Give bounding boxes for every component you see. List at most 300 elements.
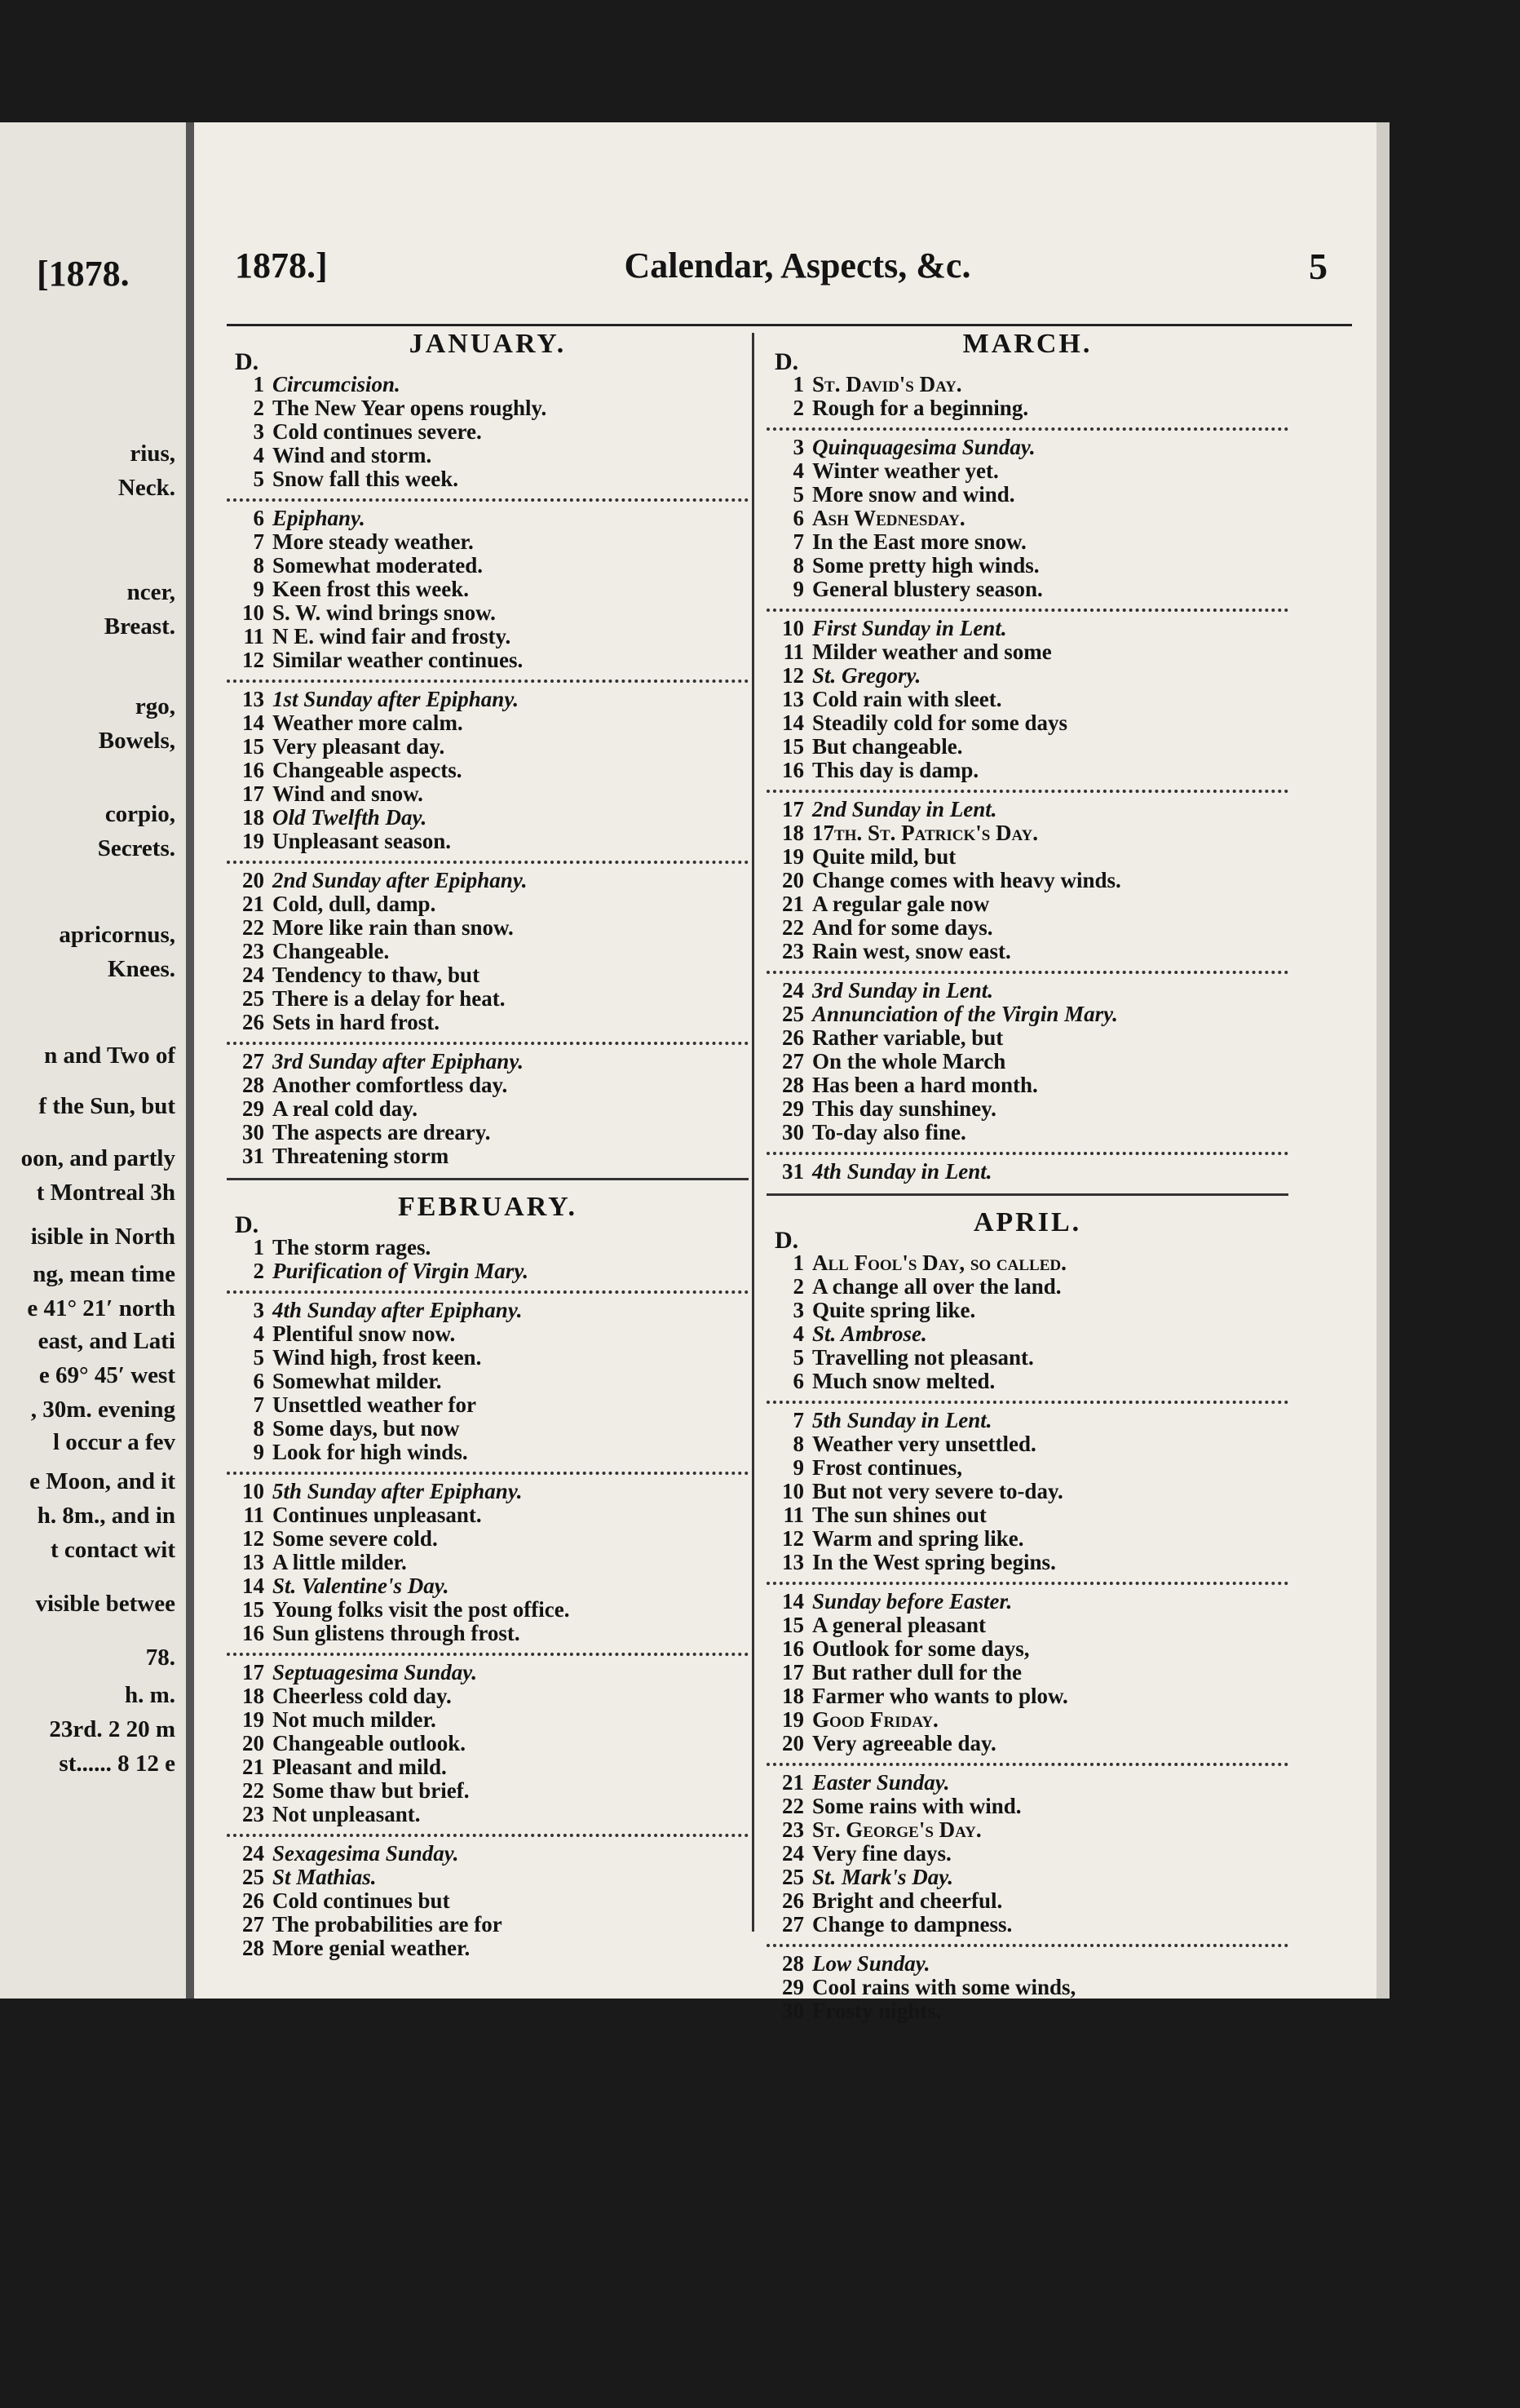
facing-page-line: Secrets. [97, 835, 175, 861]
facing-page-line: rius, [130, 440, 175, 467]
calendar-entry [227, 578, 749, 601]
day-number: 18 [242, 1684, 264, 1708]
calendar-entry [767, 1370, 1288, 1393]
day-number: 12 [782, 663, 804, 688]
day-number: 26 [242, 1888, 264, 1913]
day-number: 29 [242, 1096, 264, 1121]
entry-text: Snow fall this week. [272, 467, 459, 491]
day-number: 21 [242, 1755, 264, 1779]
day-number: 23 [782, 939, 804, 963]
entry-text: In the West spring begins. [812, 1550, 1056, 1574]
entry-text: Cold rain with sleet. [812, 687, 1002, 711]
entry-text: Unpleasant season. [272, 829, 452, 853]
day-number: 6 [253, 1369, 264, 1393]
entry-text: 1st Sunday after Epiphany. [272, 687, 519, 711]
calendar-entry [227, 892, 749, 916]
calendar-entry [227, 940, 749, 963]
calendar-entry [767, 845, 1288, 869]
calendar-entry [227, 1732, 749, 1755]
day-number: 11 [783, 640, 804, 664]
calendar-entry [767, 1322, 1288, 1346]
facing-page [0, 122, 186, 1999]
entry-text: Somewhat milder. [272, 1369, 442, 1393]
day-number: 3 [253, 419, 264, 444]
calendar-entry [767, 1637, 1288, 1661]
facing-page-line: oon, and partly [20, 1145, 175, 1171]
entry-text: Very fine days. [812, 1841, 952, 1866]
facing-page-line: h. m. [124, 1682, 175, 1708]
day-number: 1 [253, 1235, 264, 1259]
calendar-entry [767, 1913, 1288, 1937]
calendar-entry [227, 1144, 749, 1168]
day-number: 25 [782, 1865, 804, 1889]
entry-text: Sets in hard frost. [272, 1010, 440, 1034]
calendar-entry [767, 1795, 1288, 1818]
day-number: 12 [242, 648, 264, 672]
facing-page-line: 78. [145, 1644, 175, 1671]
calendar-entry [767, 1097, 1288, 1121]
entry-text: There is a delay for heat. [272, 986, 506, 1011]
day-number: 18 [782, 1684, 804, 1708]
entry-text: Rather variable, but [812, 1025, 1004, 1050]
entry-text: Quite spring like. [812, 1298, 976, 1322]
calendar-entry [227, 444, 749, 467]
entry-text: Continues unpleasant. [272, 1503, 482, 1527]
facing-page-line: Neck. [117, 475, 175, 501]
month-rule [767, 1193, 1288, 1196]
day-number: 21 [242, 892, 264, 916]
entry-text: Changeable aspects. [272, 758, 462, 782]
entry-text: 2nd Sunday in Lent. [812, 797, 997, 821]
day-number: 24 [782, 1841, 804, 1866]
entry-text: Young folks visit the post office. [272, 1597, 570, 1622]
day-number: 14 [782, 710, 804, 735]
calendar-entry [227, 987, 749, 1011]
facing-page-line: t contact wit [50, 1537, 175, 1563]
entry-text: Sun glistens through frost. [272, 1621, 520, 1645]
day-number: 13 [782, 1550, 804, 1574]
day-number: 21 [782, 1770, 804, 1795]
day-number: 20 [782, 1731, 804, 1755]
entry-text: Cheerless cold day. [272, 1684, 452, 1708]
calendar-entry [767, 869, 1288, 892]
facing-page-line: Bowels, [98, 728, 175, 754]
calendar-entry [227, 830, 749, 853]
page-title: Calendar, Aspects, &c. [624, 246, 971, 286]
calendar-entry [227, 806, 749, 830]
week-separator [767, 790, 1288, 793]
entry-text: Changeable. [272, 939, 390, 963]
header-rule [227, 324, 1352, 326]
day-number: 17 [242, 781, 264, 806]
calendar-entry [227, 1574, 749, 1598]
calendar-entry [767, 1613, 1288, 1637]
entry-text: Annunciation of the Virgin Mary. [812, 1002, 1118, 1026]
day-number: 4 [793, 458, 804, 483]
facing-page-line: h. 8m., and in [37, 1503, 175, 1529]
entry-text: Tendency to thaw, but [272, 963, 480, 987]
calendar-entry [767, 1346, 1288, 1370]
calendar-entry [767, 483, 1288, 507]
facing-page-line: Breast. [104, 613, 175, 640]
day-number: 11 [243, 1503, 264, 1527]
entry-text: Very pleasant day. [272, 734, 445, 759]
week-separator [227, 1472, 749, 1475]
day-number: 19 [242, 829, 264, 853]
calendar-entry [227, 1050, 749, 1073]
facing-page-line: e Moon, and it [29, 1468, 175, 1494]
day-number: 23 [242, 939, 264, 963]
day-number: 18 [782, 821, 804, 845]
calendar-entry [227, 1073, 749, 1097]
calendar-entry [767, 1999, 1288, 2023]
calendar-entry [767, 892, 1288, 916]
entry-text: Somewhat moderated. [272, 553, 483, 578]
calendar-entry [767, 459, 1288, 483]
calendar-entry [767, 1866, 1288, 1889]
entry-text: A real cold day. [272, 1096, 418, 1121]
week-separator [227, 1834, 749, 1837]
entry-text: Easter Sunday. [812, 1770, 950, 1795]
day-number: 17 [242, 1660, 264, 1684]
calendar-entry [227, 1708, 749, 1732]
facing-page-line: l occur a fev [52, 1429, 175, 1455]
calendar-entry [767, 1708, 1288, 1732]
month-title: FEBRUARY. [397, 1192, 578, 1222]
day-number: 19 [782, 1707, 804, 1732]
entry-text: First Sunday in Lent. [812, 616, 1007, 640]
day-number: 7 [793, 1408, 804, 1432]
day-number: 3 [793, 435, 804, 459]
facing-page-line: rgo, [135, 693, 175, 719]
calendar-entry [227, 963, 749, 987]
facing-page-line: ng, mean time [33, 1261, 175, 1287]
calendar-entry [227, 1346, 749, 1370]
entry-text: 5th Sunday in Lent. [812, 1408, 992, 1432]
entry-text: And for some days. [812, 915, 993, 940]
entry-text: Weather very unsettled. [812, 1432, 1036, 1456]
facing-page-line: apricornus, [59, 922, 175, 948]
entry-text: 4th Sunday in Lent. [812, 1159, 992, 1184]
entry-text: Cold, dull, damp. [272, 892, 436, 916]
calendar-entry [227, 1622, 749, 1645]
day-number: 16 [242, 758, 264, 782]
entry-text: Cool rains with some winds, [812, 1975, 1076, 1999]
entry-text: 2nd Sunday after Epiphany. [272, 868, 528, 892]
entry-text: St. Valentine's Day. [272, 1574, 449, 1598]
day-column-label: D. [775, 348, 799, 375]
running-header [235, 245, 1360, 294]
day-number: 9 [253, 577, 264, 601]
day-number: 21 [782, 892, 804, 916]
day-number: 2 [793, 396, 804, 420]
facing-page-line: 23rd. 2 20 m [49, 1716, 175, 1742]
calendar-entry [227, 396, 749, 420]
day-number: 27 [242, 1049, 264, 1073]
calendar-entry [227, 530, 749, 554]
day-number: 2 [793, 1274, 804, 1299]
day-number: 8 [253, 1416, 264, 1441]
calendar-entry [227, 648, 749, 672]
day-number: 15 [242, 734, 264, 759]
calendar-entry [227, 1661, 749, 1684]
day-number: 10 [782, 616, 804, 640]
entry-text: Good Friday. [812, 1707, 939, 1732]
day-number: 27 [782, 1049, 804, 1073]
calendar-entry [227, 1322, 749, 1346]
calendar-entry [767, 1050, 1288, 1073]
entry-text: But rather dull for the [812, 1660, 1023, 1684]
week-separator [227, 1653, 749, 1656]
entry-text: Purification of Virgin Mary. [272, 1259, 529, 1283]
day-number: 17 [782, 1660, 804, 1684]
left-column [227, 330, 749, 1960]
calendar-entry [227, 1551, 749, 1574]
calendar-entry [227, 1417, 749, 1441]
week-separator [227, 861, 749, 864]
calendar-entry [767, 1771, 1288, 1795]
day-number: 23 [782, 1817, 804, 1842]
entry-text: But not very severe to-day. [812, 1479, 1063, 1503]
month-title: JANUARY. [409, 329, 567, 359]
entry-text: More like rain than snow. [272, 915, 514, 940]
calendar-entry [227, 1889, 749, 1913]
calendar-entry [227, 420, 749, 444]
day-number: 24 [242, 963, 264, 987]
entry-text: This day is damp. [812, 758, 979, 782]
calendar-entry [227, 782, 749, 806]
week-separator [227, 679, 749, 683]
day-number: 16 [242, 1621, 264, 1645]
day-number: 11 [783, 1503, 804, 1527]
week-separator [767, 971, 1288, 974]
day-number: 31 [782, 1159, 804, 1184]
entry-text: The storm rages. [272, 1235, 431, 1259]
calendar-entry [227, 869, 749, 892]
week-separator [767, 1944, 1288, 1947]
week-separator [767, 609, 1288, 612]
day-number: 7 [793, 529, 804, 554]
book-gutter [186, 122, 194, 1999]
day-number: 9 [253, 1440, 264, 1464]
day-number: 29 [782, 1975, 804, 1999]
day-number: 22 [242, 915, 264, 940]
week-separator [227, 1290, 749, 1294]
calendar-entry [227, 467, 749, 491]
day-number: 22 [782, 915, 804, 940]
day-number: 5 [253, 467, 264, 491]
facing-page-line: visible betwee [35, 1591, 175, 1617]
day-number: 29 [782, 1096, 804, 1121]
facing-page-line: e 41° 21′ north [27, 1295, 175, 1321]
entry-text: Ash Wednesday. [812, 506, 965, 530]
calendar-entry [227, 373, 749, 396]
entry-text: Very agreeable day. [812, 1731, 996, 1755]
facing-page-line: t Montreal 3h [36, 1180, 175, 1206]
calendar-entry [767, 1160, 1288, 1184]
day-number: 20 [242, 1731, 264, 1755]
entry-text: On the whole March [812, 1049, 1006, 1073]
day-number: 30 [242, 1120, 264, 1144]
month-block [767, 1209, 1288, 2023]
calendar-entry [227, 625, 749, 648]
day-number: 15 [782, 1613, 804, 1637]
calendar-entry [767, 1976, 1288, 1999]
calendar-entry [227, 1913, 749, 1937]
day-number: 2 [253, 1259, 264, 1283]
entry-text: The New Year opens roughly. [272, 396, 547, 420]
day-number: 25 [242, 1865, 264, 1889]
entry-text: A little milder. [272, 1550, 407, 1574]
day-number: 5 [253, 1345, 264, 1370]
entry-text: Plentiful snow now. [272, 1321, 456, 1346]
entry-text: Unsettled weather for [272, 1392, 476, 1417]
calendar-entry [227, 711, 749, 735]
entry-text: Sexagesima Sunday. [272, 1841, 459, 1866]
entry-text: St. David's Day. [812, 372, 962, 396]
entry-text: St. George's Day. [812, 1817, 982, 1842]
entry-text: Sunday before Easter. [812, 1589, 1013, 1613]
entry-text: 5th Sunday after Epiphany. [272, 1479, 523, 1503]
day-number: 26 [782, 1888, 804, 1913]
entry-text: More genial weather. [272, 1936, 471, 1960]
day-number: 12 [782, 1526, 804, 1551]
calendar-entry [767, 735, 1288, 759]
entry-text: Another comfortless day. [272, 1073, 508, 1097]
entry-text: Similar weather continues. [272, 648, 524, 672]
calendar-entry [767, 530, 1288, 554]
entry-text: Septuagesima Sunday. [272, 1660, 478, 1684]
entry-text: To-day also fine. [812, 1120, 966, 1144]
entry-text: Cold continues but [272, 1888, 450, 1913]
day-number: 17 [782, 797, 804, 821]
entry-text: Some severe cold. [272, 1526, 438, 1551]
calendar-entry [767, 1503, 1288, 1527]
entry-text: Wind and snow. [272, 781, 423, 806]
calendar-entry [767, 1073, 1288, 1097]
calendar-entry [767, 373, 1288, 396]
calendar-entry [767, 1684, 1288, 1708]
day-number: 15 [242, 1597, 264, 1622]
calendar-entry [227, 916, 749, 940]
facing-page-line: , 30m. evening [30, 1397, 175, 1423]
day-number: 28 [782, 1951, 804, 1976]
entry-text: Pleasant and mild. [272, 1755, 447, 1779]
entry-text: Travelling not pleasant. [812, 1345, 1034, 1370]
day-number: 10 [242, 1479, 264, 1503]
entry-text: S. W. wind brings snow. [272, 600, 496, 625]
calendar-entry [227, 1937, 749, 1960]
calendar-entry [767, 940, 1288, 963]
day-column-label: D. [775, 1227, 799, 1254]
entry-text: St. Mark's Day. [812, 1865, 954, 1889]
entry-text: Much snow melted. [812, 1369, 996, 1393]
calendar-entry [227, 1866, 749, 1889]
day-number: 28 [242, 1936, 264, 1960]
entry-text: Outlook for some days, [812, 1636, 1030, 1661]
facing-page-line: n and Two of [44, 1042, 175, 1069]
day-number: 23 [242, 1802, 264, 1826]
entry-text: Rain west, snow east. [812, 939, 1011, 963]
week-separator [227, 1042, 749, 1045]
calendar-entry [767, 1003, 1288, 1026]
calendar-entry [227, 1803, 749, 1826]
entry-text: A change all over the land. [812, 1274, 1062, 1299]
day-number: 24 [782, 978, 804, 1003]
day-number: 8 [793, 1432, 804, 1456]
day-number: 3 [793, 1298, 804, 1322]
entry-text: More snow and wind. [812, 482, 1015, 507]
calendar-entry [227, 759, 749, 782]
page-number: 5 [1309, 246, 1328, 287]
week-separator [227, 498, 749, 502]
day-column-label: D. [235, 348, 259, 375]
facing-page-line: isible in North [30, 1224, 175, 1250]
right-column [767, 330, 1288, 2023]
entry-text: 17th. St. Patrick's Day. [812, 821, 1038, 845]
day-number: 6 [793, 1369, 804, 1393]
month-title: APRIL. [973, 1207, 1082, 1237]
day-number: 7 [253, 1392, 264, 1417]
entry-text: Epiphany. [272, 506, 365, 530]
entry-text: St. Gregory. [812, 663, 921, 688]
month-block [227, 1193, 749, 1960]
entry-text: Change to dampness. [812, 1912, 1013, 1937]
day-number: 30 [782, 1999, 804, 2023]
calendar-entry [767, 821, 1288, 845]
day-number: 12 [242, 1526, 264, 1551]
entry-text: Not unpleasant. [272, 1802, 421, 1826]
day-number: 9 [793, 1455, 804, 1480]
day-number: 13 [782, 687, 804, 711]
calendar-entry [227, 1527, 749, 1551]
calendar-entry [227, 1755, 749, 1779]
week-separator [767, 1582, 1288, 1585]
entry-text: Some rains with wind. [812, 1794, 1022, 1818]
entry-text: Milder weather and some [812, 640, 1052, 664]
day-column-label: D. [235, 1211, 259, 1238]
day-number: 14 [242, 710, 264, 735]
entry-text: The probabilities are for [272, 1912, 502, 1937]
calendar-entry [767, 396, 1288, 420]
calendar-entry [227, 1503, 749, 1527]
calendar-entry [767, 617, 1288, 640]
calendar-entry [767, 1480, 1288, 1503]
entry-text: N E. wind fair and frosty. [272, 624, 511, 648]
day-number: 24 [242, 1841, 264, 1866]
entry-text: Frosty nights. [812, 1999, 942, 2023]
calendar-entry [227, 554, 749, 578]
calendar-entry [767, 688, 1288, 711]
day-number: 1 [793, 1250, 804, 1275]
facing-page-line: f the Sun, but [38, 1093, 175, 1119]
calendar-entry [227, 735, 749, 759]
facing-page-line: corpio, [104, 801, 175, 827]
day-number: 19 [242, 1707, 264, 1732]
day-number: 4 [253, 1321, 264, 1346]
day-number: 1 [253, 372, 264, 396]
facing-page-year: [1878. [37, 254, 130, 294]
facing-page-line: east, and Lati [38, 1328, 175, 1354]
calendar-entry [227, 1121, 749, 1144]
day-number: 3 [253, 1298, 264, 1322]
day-number: 8 [253, 553, 264, 578]
calendar-entry [227, 1842, 749, 1866]
day-number: 14 [242, 1574, 264, 1598]
week-separator [767, 1152, 1288, 1155]
facing-page-line: ncer, [126, 579, 175, 605]
day-number: 20 [242, 868, 264, 892]
